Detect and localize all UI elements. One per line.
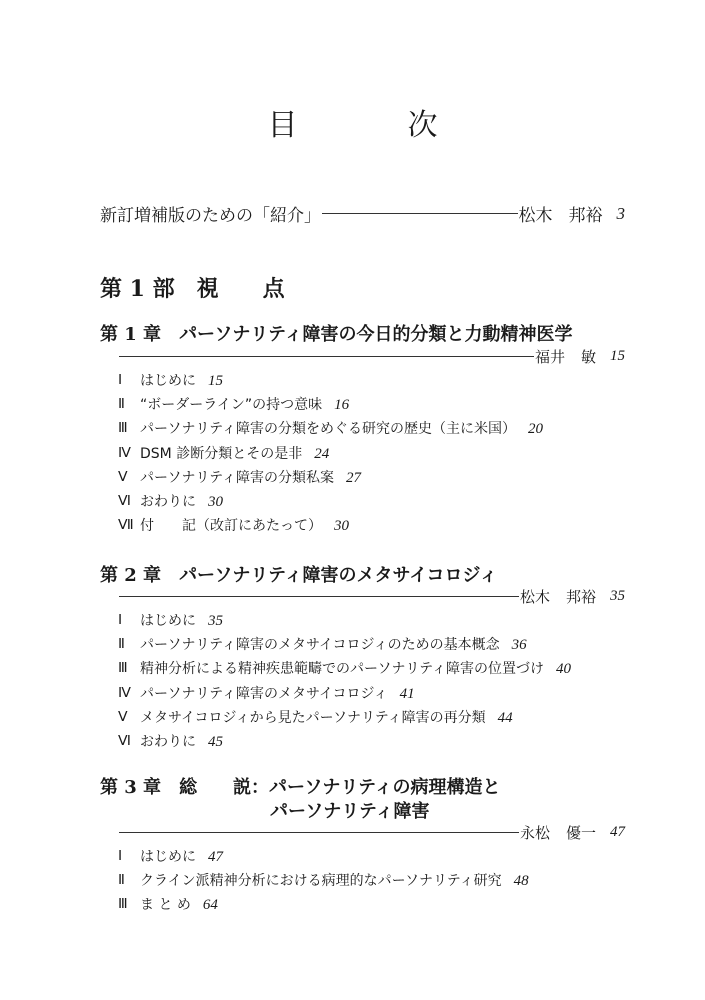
toc-entry-intro[interactable] bbox=[100, 201, 625, 226]
section-item[interactable] bbox=[118, 706, 571, 730]
section-title: DSM 診断分類とその是非 bbox=[140, 445, 303, 462]
leader-line bbox=[119, 596, 519, 597]
section-page: 40 bbox=[556, 661, 572, 678]
section-item[interactable] bbox=[118, 466, 543, 490]
section-title: パーソナリティ障害の分類私案 bbox=[140, 469, 335, 486]
section-item[interactable] bbox=[118, 845, 529, 869]
chapter-page: 47 bbox=[610, 824, 625, 840]
section-list bbox=[118, 609, 571, 754]
section-item[interactable] bbox=[118, 417, 543, 441]
entry-title: 新訂増補版のための「紹介」 bbox=[100, 206, 321, 226]
section-item[interactable] bbox=[118, 442, 543, 466]
section-numeral: Ⅴ bbox=[118, 469, 128, 485]
section-numeral: Ⅵ bbox=[118, 733, 131, 749]
section-page: 30 bbox=[334, 518, 349, 535]
section-numeral: Ⅱ bbox=[118, 637, 125, 653]
section-title: 精神分析による精神疾患範疇でのパーソナリティ障害の位置づけ bbox=[140, 661, 545, 678]
chapter-title: 総 説：パーソナリティの病理構造と bbox=[179, 777, 501, 798]
section-page: 48 bbox=[513, 873, 529, 890]
section-numeral: Ⅲ bbox=[118, 897, 128, 913]
entry-author: 松木 邦裕 bbox=[518, 206, 603, 226]
chapter-number: 第 1 章 bbox=[100, 324, 162, 345]
section-item[interactable] bbox=[118, 609, 571, 633]
leader-line bbox=[119, 356, 534, 357]
section-page: 45 bbox=[208, 733, 223, 750]
section-numeral: Ⅴ bbox=[118, 709, 128, 725]
section-title: パーソナリティ障害のメタサイコロジィ bbox=[140, 685, 388, 702]
section-item[interactable] bbox=[118, 869, 529, 893]
section-page: 27 bbox=[346, 469, 362, 486]
section-title: ま と め bbox=[140, 897, 191, 914]
section-numeral: Ⅰ bbox=[118, 849, 123, 864]
part-heading: 第 1 部 視 点 bbox=[100, 276, 285, 302]
section-title: パーソナリティ障害の分類をめぐる研究の歴史（主に米国） bbox=[140, 421, 517, 438]
section-numeral: Ⅰ bbox=[118, 613, 123, 628]
chapter-heading[interactable] bbox=[100, 561, 497, 587]
chapter-author: 松木 邦裕 bbox=[519, 588, 596, 606]
section-item[interactable] bbox=[118, 514, 543, 538]
chapter-author-row bbox=[118, 586, 625, 607]
section-title: メタサイコロジィから見たパーソナリティ障害の再分類 bbox=[140, 709, 486, 726]
section-item[interactable] bbox=[118, 633, 571, 657]
section-numeral: Ⅵ bbox=[118, 493, 131, 509]
section-item[interactable] bbox=[118, 657, 571, 681]
section-item[interactable] bbox=[118, 369, 543, 393]
section-page: 20 bbox=[528, 421, 544, 438]
section-item[interactable] bbox=[118, 490, 543, 514]
section-numeral: Ⅳ bbox=[118, 685, 131, 701]
page-title: 目 次 bbox=[267, 108, 478, 143]
section-page: 44 bbox=[497, 709, 513, 726]
chapter-page: 15 bbox=[610, 348, 625, 364]
section-page: 41 bbox=[399, 685, 415, 702]
section-page: 30 bbox=[208, 493, 223, 510]
chapter-title: パーソナリティ障害のメタサイコロジィ bbox=[179, 565, 498, 586]
section-numeral: Ⅱ bbox=[118, 873, 125, 889]
chapter-title-line2: パーソナリティ障害 bbox=[270, 801, 430, 822]
chapter-number: 第 3 章 bbox=[100, 777, 162, 798]
chapter-author: 永松 優一 bbox=[519, 824, 596, 842]
section-title: クライン派精神分析における病理的なパーソナリティ研究 bbox=[140, 873, 502, 890]
section-numeral: Ⅲ bbox=[118, 421, 128, 437]
section-title: 付 記（改訂にあたって） bbox=[140, 518, 322, 535]
section-page: 35 bbox=[208, 613, 223, 629]
section-page: 15 bbox=[208, 373, 223, 389]
section-item[interactable] bbox=[118, 393, 543, 417]
section-list bbox=[118, 369, 543, 538]
section-page: 36 bbox=[511, 637, 527, 654]
section-item[interactable] bbox=[118, 682, 571, 706]
chapter-page: 35 bbox=[610, 588, 625, 604]
chapter-title: パーソナリティ障害の今日的分類と力動精神医学 bbox=[179, 324, 573, 345]
section-item[interactable] bbox=[118, 893, 529, 917]
section-page: 16 bbox=[334, 397, 350, 414]
section-item[interactable] bbox=[118, 730, 571, 754]
chapter-number: 第 2 章 bbox=[100, 565, 162, 586]
chapter-author-row bbox=[118, 346, 625, 367]
chapter-heading[interactable] bbox=[100, 773, 501, 799]
leader-line bbox=[119, 832, 519, 833]
section-title: おわりに bbox=[140, 733, 196, 750]
leader-line bbox=[322, 213, 518, 214]
section-title: はじめに bbox=[140, 373, 196, 389]
section-title: パーソナリティ障害のメタサイコロジィのための基本概念 bbox=[140, 637, 500, 654]
chapter-heading[interactable] bbox=[100, 320, 573, 346]
entry-page: 3 bbox=[616, 203, 625, 223]
section-page: 24 bbox=[314, 445, 330, 462]
section-title: はじめに bbox=[140, 613, 196, 629]
section-page: 47 bbox=[208, 849, 223, 865]
section-title: おわりに bbox=[140, 493, 196, 510]
section-list bbox=[118, 845, 529, 918]
section-numeral: Ⅳ bbox=[118, 445, 131, 461]
section-numeral: Ⅶ bbox=[118, 518, 134, 534]
section-numeral: Ⅲ bbox=[118, 661, 128, 677]
section-title: はじめに bbox=[140, 849, 196, 865]
section-title: “ボーダーライン”の持つ意味 bbox=[140, 397, 323, 414]
section-page: 64 bbox=[202, 897, 218, 914]
section-numeral: Ⅰ bbox=[118, 373, 123, 388]
section-numeral: Ⅱ bbox=[118, 397, 125, 413]
chapter-author: 福井 敏 bbox=[534, 348, 596, 366]
chapter-author-row bbox=[118, 822, 625, 843]
